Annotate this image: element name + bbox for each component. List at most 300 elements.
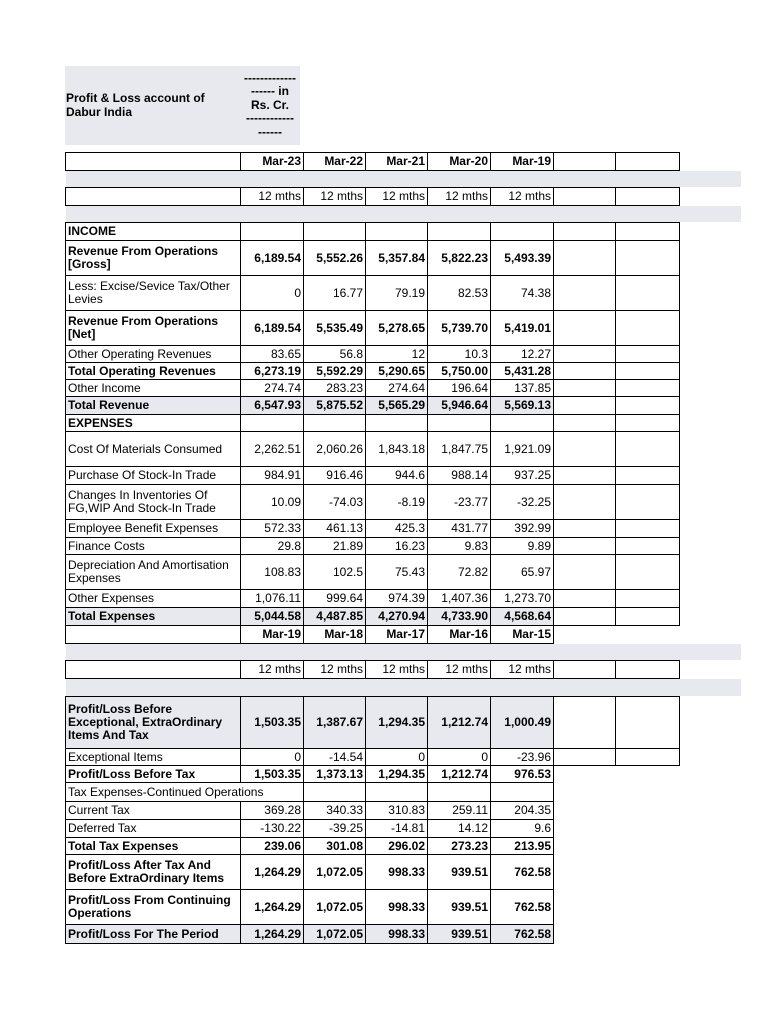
value-cell: 939.51 — [428, 855, 491, 890]
empty-cell — [616, 415, 680, 432]
report-title-block — [66, 66, 231, 145]
table-row — [66, 626, 741, 644]
table-row — [66, 749, 741, 766]
table-row — [66, 520, 741, 538]
row-label — [66, 626, 241, 644]
empty-cell — [554, 538, 616, 555]
unit-line: ------------ — [246, 111, 294, 126]
empty-cell — [554, 590, 616, 608]
value-cell: 1,503.35 — [241, 697, 304, 749]
value-cell: 5,290.65 — [366, 363, 428, 380]
value-cell: 137.85 — [491, 380, 554, 397]
row-label: Other Income — [66, 380, 241, 397]
row-label — [66, 153, 241, 171]
value-cell: 273.23 — [428, 838, 491, 855]
row-label: Depreciation And Amortisation Expenses — [66, 555, 241, 590]
value-cell — [491, 223, 554, 241]
value-cell: 5,493.39 — [491, 241, 554, 276]
blank-cell — [680, 241, 741, 276]
table-row — [66, 241, 741, 276]
duration-cell: 12 mths — [304, 661, 366, 679]
value-cell: 9.83 — [428, 538, 491, 555]
value-cell: 988.14 — [428, 467, 491, 485]
blank-cell — [680, 363, 741, 380]
value-cell: 340.33 — [304, 802, 366, 820]
period-header-cell: Mar-19 — [491, 153, 554, 171]
empty-cell — [554, 467, 616, 485]
value-cell: 1,407.36 — [428, 590, 491, 608]
blank-cell — [680, 697, 741, 749]
empty-cell — [616, 802, 680, 820]
blank-cell — [680, 555, 741, 590]
value-cell: 0 — [366, 749, 428, 766]
value-cell: 75.43 — [366, 555, 428, 590]
value-cell: -23.77 — [428, 485, 491, 520]
value-cell: 5,750.00 — [428, 363, 491, 380]
duration-cell: 12 mths — [304, 188, 366, 206]
empty-cell — [616, 188, 680, 206]
value-cell: 1,921.09 — [491, 432, 554, 467]
value-cell: -32.25 — [491, 485, 554, 520]
empty-cell — [554, 311, 616, 346]
value-cell: 5,552.26 — [304, 241, 366, 276]
empty-cell — [616, 890, 680, 925]
value-cell: 1,212.74 — [428, 697, 491, 749]
band-cell — [66, 644, 741, 661]
value-cell: 369.28 — [241, 802, 304, 820]
profit-loss-table — [65, 152, 741, 944]
value-cell: 1,294.35 — [366, 697, 428, 749]
empty-cell — [616, 838, 680, 855]
value-cell: 9.6 — [491, 820, 554, 838]
empty-cell — [616, 276, 680, 311]
blank-cell — [680, 626, 741, 644]
value-cell: 4,487.85 — [304, 608, 366, 626]
row-label: Finance Costs — [66, 538, 241, 555]
duration-cell: 12 mths — [241, 188, 304, 206]
empty-cell — [554, 838, 616, 855]
value-cell: 5,565.29 — [366, 397, 428, 415]
value-cell: 213.95 — [491, 838, 554, 855]
value-cell: -14.54 — [304, 749, 366, 766]
unit-label — [240, 66, 300, 145]
table-row — [66, 697, 741, 749]
value-cell: 72.82 — [428, 555, 491, 590]
empty-cell — [616, 626, 680, 644]
value-cell — [428, 223, 491, 241]
unit-line: Rs. Cr. — [250, 97, 289, 112]
value-cell: 1,264.29 — [241, 925, 304, 944]
row-label: Total Operating Revenues — [66, 363, 241, 380]
value-cell: 999.64 — [304, 590, 366, 608]
value-cell: 5,044.58 — [241, 608, 304, 626]
value-cell: 29.8 — [241, 538, 304, 555]
empty-cell — [554, 276, 616, 311]
separator-band — [66, 644, 741, 661]
blank-cell — [680, 397, 741, 415]
value-cell: 239.06 — [241, 838, 304, 855]
value-cell: 16.77 — [304, 276, 366, 311]
value-cell: 939.51 — [428, 890, 491, 925]
row-label — [66, 661, 241, 679]
period-header-cell: Mar-18 — [304, 626, 366, 644]
value-cell: 82.53 — [428, 276, 491, 311]
empty-cell — [616, 432, 680, 467]
empty-cell — [554, 855, 616, 890]
empty-cell — [554, 925, 616, 944]
table-row — [66, 590, 741, 608]
value-cell: 74.38 — [491, 276, 554, 311]
empty-cell — [616, 783, 680, 802]
value-cell: 274.74 — [241, 380, 304, 397]
row-label: Deferred Tax — [66, 820, 241, 838]
row-label: Revenue From Operations [Net] — [66, 311, 241, 346]
blank-cell — [680, 520, 741, 538]
blank-cell — [680, 485, 741, 520]
row-label: Tax Expenses-Continued Operations — [66, 783, 304, 802]
period-header-cell: Mar-17 — [366, 626, 428, 644]
value-cell — [304, 223, 366, 241]
value-cell: -14.81 — [366, 820, 428, 838]
row-label: Other Expenses — [66, 590, 241, 608]
value-cell: 1,076.11 — [241, 590, 304, 608]
row-label: Revenue From Operations [Gross] — [66, 241, 241, 276]
value-cell: 5,822.23 — [428, 241, 491, 276]
blank-cell — [680, 467, 741, 485]
empty-cell — [616, 820, 680, 838]
value-cell: 14.12 — [428, 820, 491, 838]
value-cell: 204.35 — [491, 802, 554, 820]
period-header-cell: Mar-23 — [241, 153, 304, 171]
blank-cell — [680, 749, 741, 766]
empty-cell — [616, 153, 680, 171]
value-cell: 0 — [428, 749, 491, 766]
table-row — [66, 890, 741, 925]
empty-cell — [554, 153, 616, 171]
empty-cell — [554, 555, 616, 590]
row-label: Total Revenue — [66, 397, 241, 415]
value-cell: 108.83 — [241, 555, 304, 590]
empty-cell — [616, 397, 680, 415]
value-cell: 12.27 — [491, 346, 554, 363]
value-cell: 425.3 — [366, 520, 428, 538]
period-header-cell: Mar-16 — [428, 626, 491, 644]
row-label: Changes In Inventories Of FG,WIP And Stock-In Trade — [66, 485, 241, 520]
value-cell: 5,535.49 — [304, 311, 366, 346]
empty-cell — [616, 223, 680, 241]
value-cell: 65.97 — [491, 555, 554, 590]
value-cell — [366, 223, 428, 241]
value-cell: 1,503.35 — [241, 766, 304, 783]
value-cell: 79.19 — [366, 276, 428, 311]
row-label: Profit/Loss After Tax And Before ExtraOrdinary Items — [66, 855, 241, 890]
value-cell: 6,547.93 — [241, 397, 304, 415]
row-label: Purchase Of Stock-In Trade — [66, 467, 241, 485]
blank-cell — [680, 380, 741, 397]
blank-cell — [680, 608, 741, 626]
table-row — [66, 766, 741, 783]
value-cell: 1,072.05 — [304, 925, 366, 944]
empty-cell — [616, 363, 680, 380]
blank-cell — [680, 223, 741, 241]
blank-cell — [680, 820, 741, 838]
empty-cell — [554, 697, 616, 749]
table-row — [66, 838, 741, 855]
value-cell: 6,273.19 — [241, 363, 304, 380]
empty-cell — [616, 380, 680, 397]
blank-cell — [680, 838, 741, 855]
empty-cell — [554, 783, 616, 802]
value-cell: -130.22 — [241, 820, 304, 838]
empty-cell — [554, 608, 616, 626]
separator-band — [66, 171, 741, 188]
empty-cell — [554, 188, 616, 206]
period-header-cell: Mar-20 — [428, 153, 491, 171]
value-cell: 196.64 — [428, 380, 491, 397]
value-cell: 1,072.05 — [304, 890, 366, 925]
value-cell: 4,568.64 — [491, 608, 554, 626]
blank-cell — [680, 538, 741, 555]
row-label: EXPENSES — [66, 415, 241, 432]
table-row — [66, 855, 741, 890]
row-label: Other Operating Revenues — [66, 346, 241, 363]
table-row — [66, 485, 741, 520]
empty-cell — [616, 485, 680, 520]
blank-cell — [680, 855, 741, 890]
value-cell: 1,847.75 — [428, 432, 491, 467]
empty-cell — [616, 520, 680, 538]
table-row — [66, 783, 741, 802]
table-row — [66, 153, 741, 171]
empty-cell — [554, 802, 616, 820]
value-cell: 998.33 — [366, 855, 428, 890]
separator-band — [66, 206, 741, 223]
value-cell: 461.13 — [304, 520, 366, 538]
empty-cell — [554, 415, 616, 432]
row-label: Profit/Loss For The Period — [66, 925, 241, 944]
report-title: Profit & Loss account of Dabur India — [66, 91, 205, 119]
row-label — [66, 188, 241, 206]
value-cell: 16.23 — [366, 538, 428, 555]
row-label: Total Expenses — [66, 608, 241, 626]
value-cell: 762.58 — [491, 855, 554, 890]
value-cell: 83.65 — [241, 346, 304, 363]
value-cell: 1,294.35 — [366, 766, 428, 783]
unit-line: ------ — [258, 124, 282, 139]
table-row — [66, 363, 741, 380]
empty-cell — [554, 346, 616, 363]
value-cell: 310.83 — [366, 802, 428, 820]
blank-cell — [680, 783, 741, 802]
table-row — [66, 661, 741, 679]
table-row — [66, 311, 741, 346]
blank-cell — [680, 311, 741, 346]
duration-cell: 12 mths — [366, 661, 428, 679]
table-row — [66, 820, 741, 838]
value-cell: 998.33 — [366, 925, 428, 944]
empty-cell — [616, 467, 680, 485]
empty-cell — [616, 766, 680, 783]
value-cell — [304, 415, 366, 432]
value-cell: 984.91 — [241, 467, 304, 485]
band-cell — [66, 171, 741, 188]
value-cell: 944.6 — [366, 467, 428, 485]
value-cell: 4,733.90 — [428, 608, 491, 626]
duration-cell: 12 mths — [491, 188, 554, 206]
blank-cell — [680, 432, 741, 467]
unit-line: ------ in — [251, 84, 289, 99]
value-cell: 762.58 — [491, 890, 554, 925]
table-row — [66, 276, 741, 311]
value-cell: 296.02 — [366, 838, 428, 855]
value-cell: 4,270.94 — [366, 608, 428, 626]
table-row — [66, 223, 741, 241]
empty-cell — [616, 855, 680, 890]
value-cell — [428, 783, 491, 802]
empty-cell — [554, 380, 616, 397]
blank-cell — [680, 766, 741, 783]
value-cell: 9.89 — [491, 538, 554, 555]
blank-cell — [680, 661, 741, 679]
table-row — [66, 380, 741, 397]
table-row — [66, 802, 741, 820]
unit-line: ------------- — [244, 70, 296, 85]
value-cell: 1,273.70 — [491, 590, 554, 608]
value-cell: 5,739.70 — [428, 311, 491, 346]
row-label: Cost Of Materials Consumed — [66, 432, 241, 467]
value-cell: 5,592.29 — [304, 363, 366, 380]
report-header — [65, 66, 300, 145]
value-cell: 392.99 — [491, 520, 554, 538]
empty-cell — [616, 925, 680, 944]
row-label: Profit/Loss Before Tax — [66, 766, 241, 783]
blank-cell — [680, 346, 741, 363]
empty-cell — [554, 485, 616, 520]
empty-cell — [554, 397, 616, 415]
value-cell: 2,060.26 — [304, 432, 366, 467]
table-row — [66, 555, 741, 590]
value-cell — [491, 415, 554, 432]
table-row — [66, 432, 741, 467]
row-label: Less: Excise/Sevice Tax/Other Levies — [66, 276, 241, 311]
empty-cell — [554, 520, 616, 538]
value-cell: 1,387.67 — [304, 697, 366, 749]
value-cell: -23.96 — [491, 749, 554, 766]
value-cell: 974.39 — [366, 590, 428, 608]
blank-cell — [680, 590, 741, 608]
table-row — [66, 346, 741, 363]
value-cell: 0 — [241, 749, 304, 766]
duration-cell: 12 mths — [366, 188, 428, 206]
duration-cell: 12 mths — [241, 661, 304, 679]
separator-band — [66, 679, 741, 697]
value-cell: 939.51 — [428, 925, 491, 944]
empty-cell — [554, 626, 616, 644]
empty-cell — [554, 661, 616, 679]
value-cell: 5,419.01 — [491, 311, 554, 346]
table-row — [66, 925, 741, 944]
value-cell: 937.25 — [491, 467, 554, 485]
value-cell: 301.08 — [304, 838, 366, 855]
empty-cell — [616, 697, 680, 749]
table-row — [66, 397, 741, 415]
value-cell — [241, 415, 304, 432]
table-row — [66, 415, 741, 432]
value-cell: 431.77 — [428, 520, 491, 538]
empty-cell — [616, 555, 680, 590]
blank-cell — [680, 890, 741, 925]
value-cell: 1,264.29 — [241, 855, 304, 890]
value-cell: 5,278.65 — [366, 311, 428, 346]
value-cell: 6,189.54 — [241, 241, 304, 276]
value-cell: 5,946.64 — [428, 397, 491, 415]
value-cell: 5,569.13 — [491, 397, 554, 415]
value-cell: 56.8 — [304, 346, 366, 363]
value-cell: 12 — [366, 346, 428, 363]
empty-cell — [616, 346, 680, 363]
value-cell: 1,000.49 — [491, 697, 554, 749]
duration-cell: 12 mths — [428, 188, 491, 206]
band-cell — [66, 206, 741, 223]
empty-cell — [554, 890, 616, 925]
empty-cell — [554, 820, 616, 838]
value-cell: 5,875.52 — [304, 397, 366, 415]
value-cell: 2,262.51 — [241, 432, 304, 467]
row-label: Profit/Loss Before Exceptional, ExtraOrdinary Items And Tax — [66, 697, 241, 749]
value-cell: -39.25 — [304, 820, 366, 838]
blank-cell — [680, 188, 741, 206]
value-cell — [304, 783, 366, 802]
blank-cell — [680, 153, 741, 171]
value-cell: 21.89 — [304, 538, 366, 555]
duration-cell: 12 mths — [428, 661, 491, 679]
value-cell: 5,357.84 — [366, 241, 428, 276]
row-label: INCOME — [66, 223, 241, 241]
empty-cell — [554, 363, 616, 380]
value-cell: 572.33 — [241, 520, 304, 538]
value-cell: 1,373.13 — [304, 766, 366, 783]
value-cell: 283.23 — [304, 380, 366, 397]
empty-cell — [554, 749, 616, 766]
value-cell: 5,431.28 — [491, 363, 554, 380]
table-row — [66, 538, 741, 555]
value-cell: 6,189.54 — [241, 311, 304, 346]
empty-cell — [554, 223, 616, 241]
value-cell: 10.09 — [241, 485, 304, 520]
pl-table-body — [66, 153, 741, 944]
value-cell: 762.58 — [491, 925, 554, 944]
empty-cell — [616, 590, 680, 608]
value-cell: 274.64 — [366, 380, 428, 397]
blank-cell — [680, 415, 741, 432]
value-cell: 259.11 — [428, 802, 491, 820]
row-label: Exceptional Items — [66, 749, 241, 766]
band-cell — [66, 679, 741, 697]
empty-cell — [616, 538, 680, 555]
value-cell: -8.19 — [366, 485, 428, 520]
value-cell: 1,072.05 — [304, 855, 366, 890]
value-cell: 1,843.18 — [366, 432, 428, 467]
value-cell: 998.33 — [366, 890, 428, 925]
value-cell — [241, 223, 304, 241]
value-cell — [491, 783, 554, 802]
empty-cell — [616, 311, 680, 346]
empty-cell — [616, 661, 680, 679]
table-row — [66, 608, 741, 626]
duration-cell: 12 mths — [491, 661, 554, 679]
value-cell: 916.46 — [304, 467, 366, 485]
row-label: Employee Benefit Expenses — [66, 520, 241, 538]
